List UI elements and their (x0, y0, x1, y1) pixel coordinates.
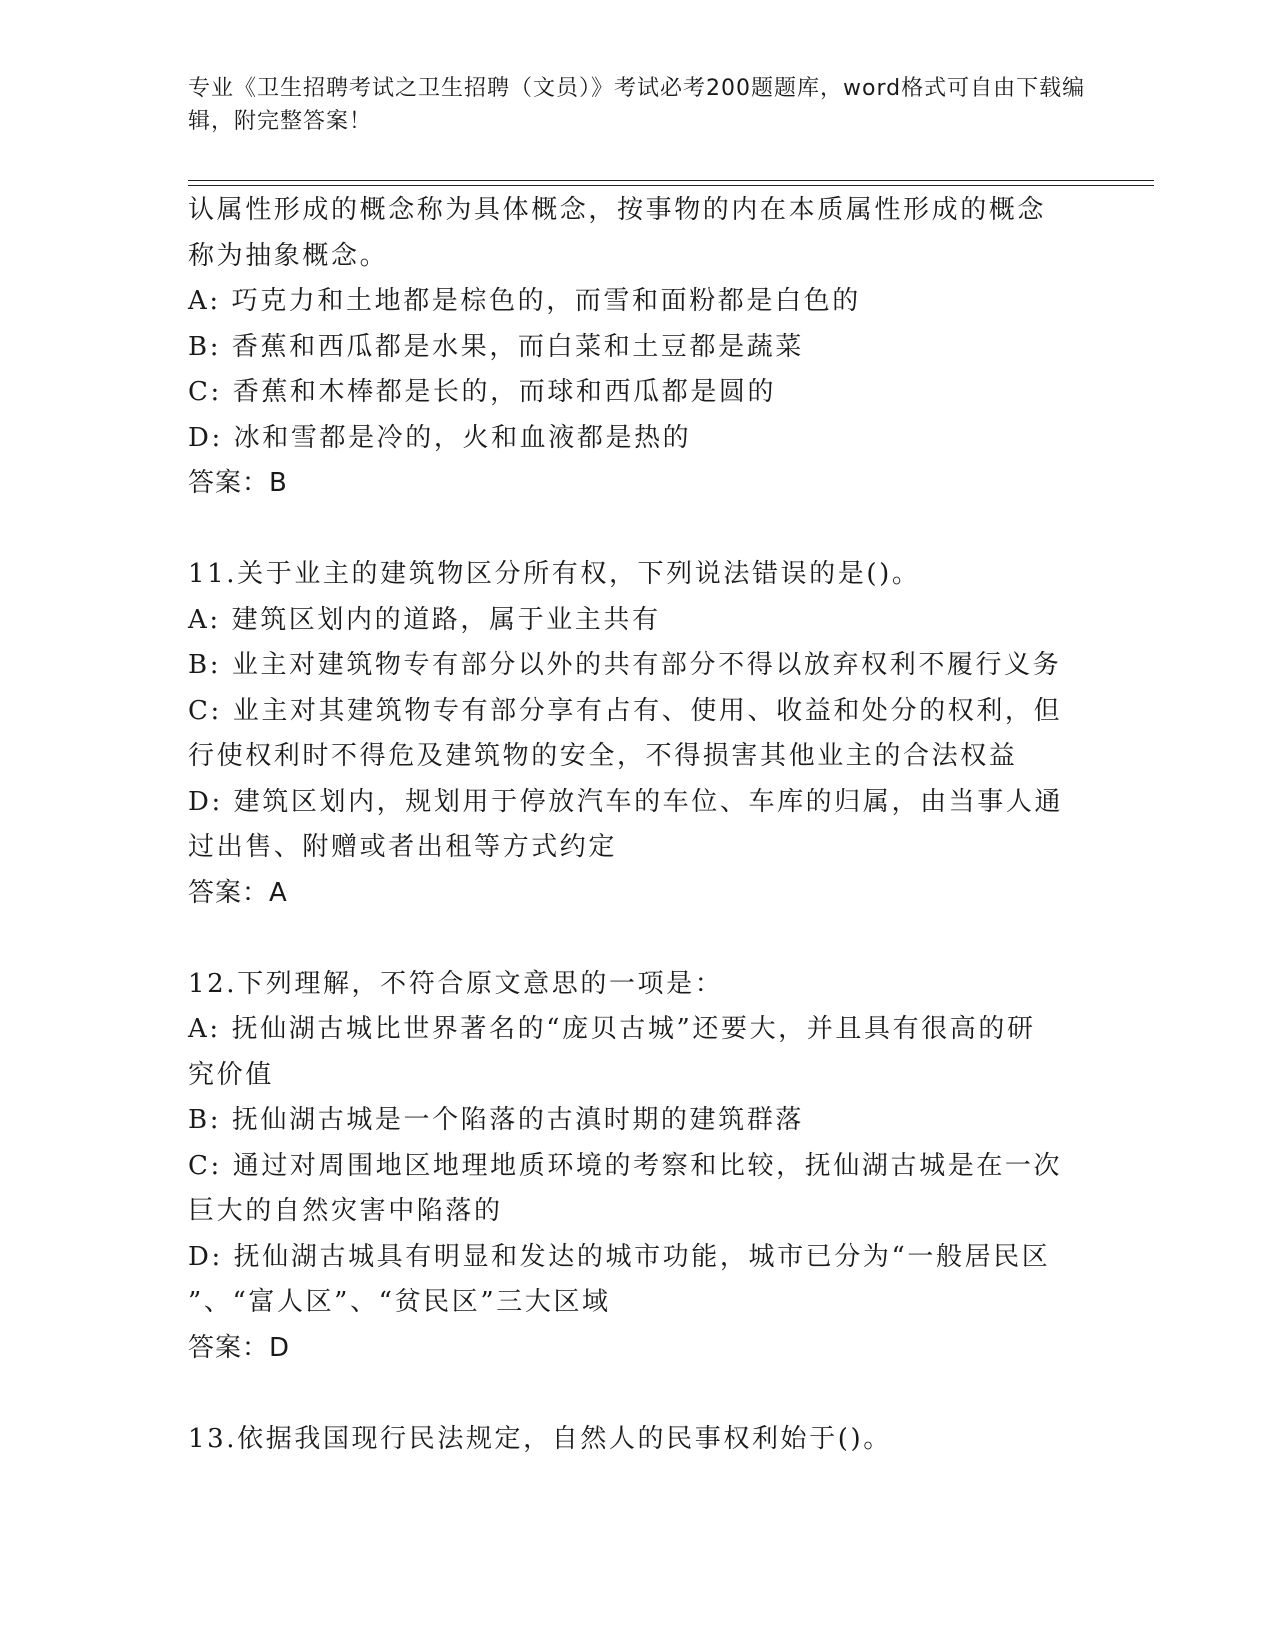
question-text-line: 称为抽象概念。 (188, 240, 389, 271)
option-d: D: 抚仙湖古城具有明显和发达的城市功能，城市已分为“一般居民区 (188, 1241, 1051, 1272)
question-13 (188, 1417, 1088, 1463)
answer-line: 答案：B (188, 468, 288, 498)
option-c-continued: 行使权利时不得危及建筑物的安全，不得损害其他业主的合法权益 (188, 741, 1018, 771)
header-rule-bottom (188, 185, 1154, 186)
option-b: B: 抚仙湖古城是一个陷落的古滇时期的建筑群落 (188, 1105, 804, 1135)
spacer (188, 1371, 1088, 1417)
option-b: B: 香蕉和西瓜都是水果，而白菜和土豆都是蔬菜 (188, 331, 804, 362)
page-header: 专业《卫生招聘考试之卫生招聘（文员）》考试必考200题题库，word格式可自由下载编辑，附完整答案！ (188, 76, 1086, 134)
question-text: 12.下列理解，不符合原文意思的一项是： (188, 968, 724, 999)
document-body (188, 188, 1088, 1462)
option-a: A: 抚仙湖古城比世界著名的“庞贝古城”还要大，并且具有很高的研 (188, 1014, 1036, 1044)
question-text: 13.依据我国现行民法规定，自然人的民事权利始于()。 (188, 1423, 892, 1454)
option-c: C: 业主对其建筑物专有部分享有占有、使用、收益和处分的权利，但 (188, 695, 1063, 726)
option-c: C: 香蕉和木棒都是长的，而球和西瓜都是圆的 (188, 377, 777, 407)
option-a: A: 巧克力和土地都是棕色的，而雪和面粉都是白色的 (188, 286, 861, 316)
option-d: D: 冰和雪都是冷的，火和血液都是热的 (188, 422, 692, 453)
option-c-continued: 巨大的自然灾害中陷落的 (188, 1196, 503, 1226)
option-a: A: 建筑区划内的道路，属于业主共有 (188, 604, 661, 635)
option-d: D: 建筑区划内，规划用于停放汽车的车位、车库的归属，由当事人通 (188, 786, 1064, 817)
spacer (188, 507, 1088, 553)
header-rule-top (188, 180, 1154, 181)
question-12 (188, 962, 1088, 1372)
spacer (188, 916, 1088, 962)
option-a-continued: 究价值 (188, 1059, 274, 1090)
option-b: B: 业主对建筑物专有部分以外的共有部分不得以放弃权利不履行义务 (188, 650, 1062, 680)
question-text-line: 认属性形成的概念称为具体概念，按事物的内在本质属性形成的概念 (188, 195, 1047, 225)
answer-line: 答案：A (188, 877, 288, 908)
option-d-continued: 过出售、附赠或者出租等方式约定 (188, 832, 618, 862)
question-text: 11.关于业主的建筑物区分所有权，下列说法错误的是()。 (188, 559, 921, 589)
question-11 (188, 552, 1088, 916)
answer-line: 答案：D (188, 1332, 291, 1363)
option-c: C: 通过对周围地区地理地质环境的考察和比较，抚仙湖古城是在一次 (188, 1150, 1063, 1181)
option-d-continued: ”、“富人区”、“贫民区”三大区域 (188, 1287, 611, 1317)
continued-question (188, 188, 1088, 507)
